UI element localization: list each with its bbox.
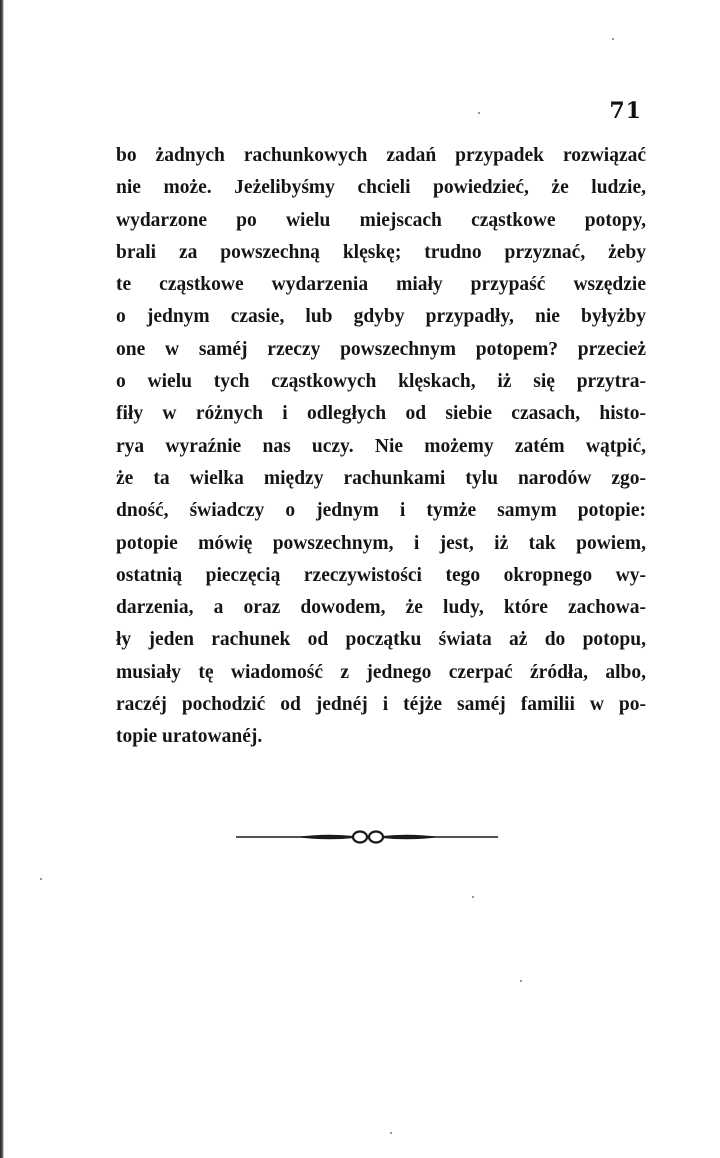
text-line: wydarzone po wielu miejscach cząstkowe potopy, [116,209,646,231]
body-text [116,140,646,754]
text-line: bo żadnych rachunkowych zadań przypadek rozwiązać [116,145,646,166]
paper-speck [390,1132,392,1134]
paper-speck [612,38,614,40]
paper-speck [478,112,480,114]
text-line: brali za powszechną klęskę; trudno przyznać, żeby [116,241,646,263]
text-line: te cząstkowe wydarzenia miały przypaść wszędzie [116,274,646,296]
text-line: topie uratowanéj. [116,726,263,748]
text-line: rya wyraźnie nas uczy. Nie możemy zatém wątpić, [116,435,646,457]
paper-speck [40,878,42,880]
text-line: nie może. Jeżelibyśmy chcieli powiedzieć, że ludzie, [116,177,646,199]
page-binding-edge [0,0,4,1158]
page-number: 71 [609,98,642,124]
text-line: one w saméj rzeczy powszechnym potopem? przecież [116,338,646,360]
text-line: darzenia, a oraz dowodem, że ludy, które zachowa- [116,597,646,619]
paper-speck [472,896,474,898]
text-line: fiły w różnych i odległych od siebie czasach, histo- [116,403,646,425]
text-line: o wielu tych cząstkowych klęskach, iż się przytra- [116,371,646,393]
text-line: potopie mówię powszechnym, i jest, iż tak powiem, [116,532,646,554]
text-line: raczéj pochodzić od jednéj i téjże saméj familii w po- [116,694,646,716]
text-line: musiały tę wiadomość z jednego czerpać źródła, albo, [116,661,646,683]
text-line: dność, świadczy o jednym i tymże samym potopie: [116,500,646,522]
text-line: że ta wielka między rachunkami tylu narodów zgo- [116,467,646,489]
decorative-divider [236,824,500,850]
text-line: ostatnią pieczęcią rzeczywistości tego okropnego wy- [116,564,646,586]
text-line: ły jeden rachunek od początku świata aż do potopu, [116,629,646,651]
paper-speck [520,980,522,982]
text-line: o jednym czasie, lub gdyby przypadły, nie byłyżby [116,306,646,328]
